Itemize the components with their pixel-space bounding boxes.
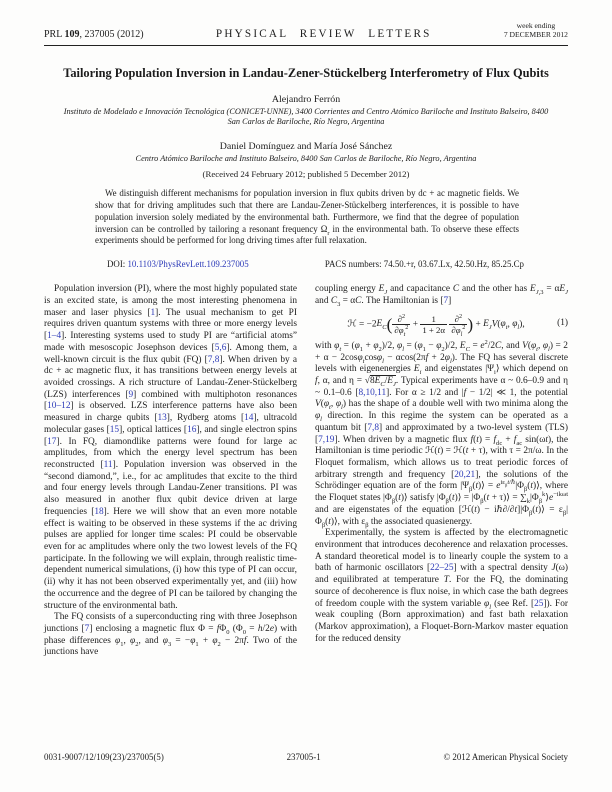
journal-ref: PRL 109, 237005 (2012) [44,28,144,40]
authors-block [44,81,568,179]
page-number: 237005-1 [286,752,321,762]
pacs-numbers: PACS numbers: 74.50.+r, 03.67.Lx, 42.50.Hz, 85.25.Cp [324,259,524,270]
equation-1 [315,313,568,338]
week-ending-label: week ending [516,21,556,30]
equation-number: (1) [557,318,568,329]
author-affiliation: Instituto de Modelado e Innovación Tecnológica (CONICET-UNNE), 3400 Corrientes and Centro Atómico Bariloche and Instituto Balseiro, 8400 San Carlos de Bariloche, Río Negro, Argentina [63,106,549,127]
paragraph-intro: Population inversion (PI), where the most highly populated state is an excited state, is among the most interesting phenomena in maser and laser physics [1]. The usual mechanism to get PI requires driven quantum systems with three or more energy levels [1–4]. Interesting systems used to study PI are “artificial atoms” made with mesoscopic Josephson devices [5,6]. Among them, a well-known circuit is the flux qubit (FQ) [7,8]. When driven by a dc + ac magnetic flux, it has transitions between energy levels at avoided crossings. A rich structure of Landau-Zener-Stückelberg (LZS) interferences [9] combined with multiphoton resonances [10–12] is observed. LZS interference patterns have also been measured in charge qubits [13], Rydberg atoms [14], ultracold molecular gases [15], optical lattices [16], and single electron spins [17]. In FQ, diamondlike patterns were found for large ac amplitudes, from which the energy level spectrum has been reconstructed [11]. Population inversion was observed in the “second diamond,”, i.e., for ac amplitudes that excite to the third and four energy levels through Landau-Zener transitions. PI was also measured in another flux qubit device driven at large frequencies [18]. Here we will show that an even more notable effect is waiting to be observed in these systems if the ac driving pulses are applied for longer time scales: PI could be observable even for ac amplitudes where only the two lowest levels of the FQ participate. In the following we will explain, through realistic time-dependent numerical simulations, (i) how this type of PI can occur, (ii) why it has not been observed experimentally yet, and (iii) how the occurrence and the degree of PI can be tailored by changing the structure of the environmental bath. [44,284,297,611]
author-name: Alejandro Ferrón [271,93,341,105]
abstract: We distinguish different mechanisms for population inversion in flux qubits driven by dc + ac magnetic fields. We show that for driving amplitudes such that there are Landau-Zener-Stückelberg interferences, it is possible to have population inversion solely mediated by the environmental bath. Furthermore, we find that the degree of population inversion can be controlled by tailoring a resonant frequency $\Omega_r$ in the environmental bath. To observe these effects experiments should be performed for long driving times after full relaxation. [95,187,519,246]
received-line: (Received 24 February 2012; published 5 December 2012) [202,168,410,179]
journal-name: PHYSICAL REVIEW LETTERS [215,27,432,40]
author-affiliation: Centro Atómico Bariloche and Instituto Balseiro, 8400 San Carlos de Bariloche, Río Negro, Argentina [135,153,477,163]
journal-header [44,22,568,46]
doi-label: DOI: [107,259,126,270]
paragraph-fq-description: The FQ consists of a superconducting ring with three Josephson junctions [7] enclosing a magnetic flux $\Phi = f\Phi_0$ $(\Phi_0 = h/2e)$ with phase differences $\varphi_1$, $\varphi_2$, and $\varphi_3 = -\varphi_1 + \varphi_2 - 2\pi f$. Two of the junctions have [44,612,297,658]
page-footer [44,752,568,762]
paper-title: Tailoring Population Inversion in Landau-Zener-Stückelberg Interferometry of Flux Qubits [63,65,549,80]
issue-date-value: 7 DECEMBER 2012 [503,29,568,39]
equation-content: ℋ = $-2E_C$( $\frac{\partial^2}{\partial\varphi_t^2}$ + $\frac{1}{1 + 2\alpha}$ $\frac{\partial^2}{\partial\varphi_l^2}$ ) + $E_JV(\varphi_t$, $\varphi_l$), [347,313,525,338]
right-column [315,284,568,659]
doi-link[interactable]: 10.1103/PhysRevLett.109.237005 [127,259,249,270]
paragraph-floquet: with $\varphi_t = (\varphi_1 + \varphi_2)/2$, $\varphi_l = (\varphi_1 - \varphi_2)/2$, $E_C = e^2/2C$, and $V(\varphi_t$, $\varphi_l) = 2 + \alpha - 2\cos\varphi_t\cos\varphi_l - \alpha\cos(2\pi f + 2\varphi_l)$. The FQ has several discrete levels with eigenenergies $E_i$ and eigenstates $|\Psi_i⟩$ which depend on f, α, and $\eta = √8E_C/E_J$. Typical experiments have α ~ 0.6–0.9 and η ~ 0.1–0.6 [8,10,11]. For α ≥ 1/2 and |f − 1/2| ≪ 1, the potential $V(\varphi_t$, $\varphi_l$) has the shape of a double well with two minima along the $\varphi_l$ direction. In this regime the system can be operated as a quantum bit [7,8] and approximated by a two-level system (TLS) [7,19]. When driven by a magnetic flux $f(t) = f_{dc} + f_{ac}$ sin(ωt), the Hamiltonian is time periodic ℋ(t) = ℋ(t + τ), with τ = 2π/ω. In the Floquet formalism, which allows us to treat periodic forces of arbitrary strength and frequency [20,21], the solutions of the Schrödinger equation are of the form $|\Psi_\beta(t)⟩$ = $e^{i\varepsilon_\beta t/\hbar}|\Phi_\beta(t)⟩$, where the Floquet states $|\Phi_\beta(t)⟩$ satisfy $|\Phi_\beta(t)⟩ = |\Phi_\beta(t$ + τ)⟩ = $\sum_k|\Phi_\beta^k⟩e^{-ik\omega t}$ and are eigenstates of the equation [ℋ(t) − $i\hbar\partial/\partial t]|\Phi_\beta(t)⟩$ = $\varepsilon_\beta|\Phi_\beta(t)⟩$, with $\varepsilon_\beta$ the associated quasienergy. [315,338,569,529]
issue-date [504,22,568,40]
copyright-notice: © 2012 American Physical Society [443,752,568,762]
author-name: Daniel Domínguez and María José Sánchez [219,140,393,152]
doi-line [107,259,249,269]
paragraph-environment: Experimentally, the system is affected by the electromagnetic environment that introduces decoherence and relaxation processes. A standard theoretical model is to linearly couple the system to a bath of harmonic oscillators [22–25] with a spectral density J(ω) and equilibrated at temperature T. For the FQ, the dominating source of decoherence is flux noise, in which case the bath degrees of freedom couple with the system variable $\varphi_l$ (see Ref. [25]). For weak coupling (Born approximation) and fast bath relaxation (Markov approximation), a Floquet-Born-Markov master equation for the reduced density [315,528,568,644]
body-columns [44,284,568,659]
paragraph-hamiltonian-intro: coupling energy $E_J$ and capacitance C and the other has $E_{J,3} = \alpha E_J$ and $C_3 = \alpha C$. The Hamiltonian is [7] [315,284,568,308]
issn-info: 0031-9007/12/109(23)/237005(5) [44,752,164,762]
doi-pacs-row [44,259,568,269]
left-column [44,284,297,659]
